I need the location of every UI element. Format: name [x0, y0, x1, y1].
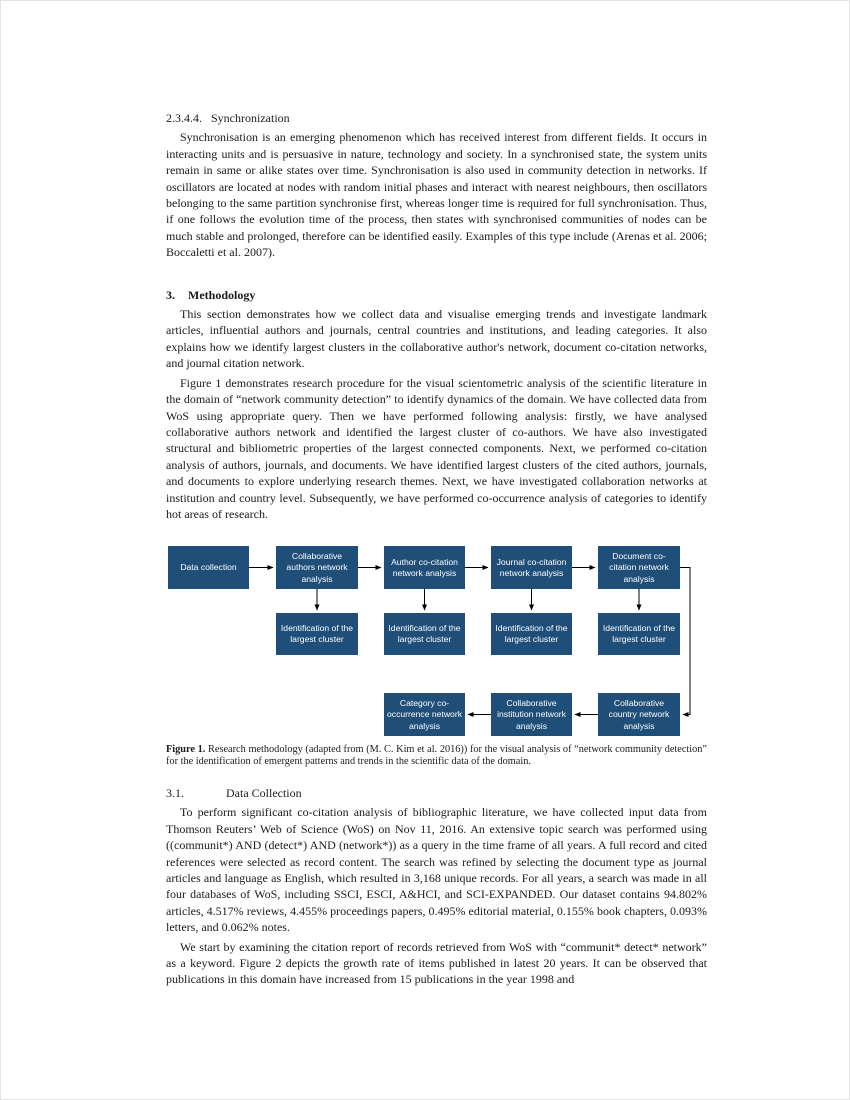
flowchart-box-author-cocitation	[384, 546, 465, 589]
section-title: Methodology	[188, 287, 256, 302]
flowchart-box-identification-2	[384, 613, 465, 655]
section-heading-data-collection	[166, 785, 707, 801]
flowchart-box-label: Identification of the largest cluster	[495, 623, 568, 645]
section-heading-synchronization	[166, 110, 707, 126]
flowchart-box-document-cocitation	[598, 546, 680, 589]
figure-caption-label: Figure 1.	[166, 744, 206, 756]
section-number: 2.3.4.4.	[166, 111, 202, 125]
figure-caption-text: Research methodology (adapted from (M. C. Kim et al. 2016)) for the visual analysis of “network community detection” for the identification of emergent patterns and trends in the scientific data of the domain.	[166, 744, 708, 768]
flowchart-box-label: Identification of the largest cluster	[602, 623, 676, 645]
flowchart-box-label: Collaborative authors network analysis	[286, 550, 348, 584]
flowchart-box-label: Category co-occurrence network analysis	[387, 697, 462, 731]
flowchart-box-data-collection	[168, 546, 249, 589]
paragraph-methodology-2: Figure 1 demonstrates research procedure for the visual scientometric analysis of the scientific literature in the domain of “network community detection” to identify dynamics of the domain. We have collected data from WoS using appropriate query. Then we have performed following analysis: firstly, we have analysed collaborative authors network and identified the largest cluster of co-authors. We have also investigated structural and bibliometric properties of the largest connected components. Next, we performed co-citation analysis of authors, journals, and documents. We have identified largest clusters of the cited authors, journals, and documents to explore underlying research themes. Next, we have investigated collaboration networks at institution and country level. Subsequently, we have performed co-occurrence analysis of categories to identify hot areas of research.	[166, 375, 707, 521]
section-number: 3.1.	[166, 785, 184, 800]
section-heading-methodology	[166, 287, 707, 303]
flowchart-box-label: Collaborative institution network analysis	[497, 697, 566, 731]
flowchart-box-label: Identification of the largest cluster	[280, 623, 354, 645]
flowchart-box-label: Collaborative country network analysis	[608, 697, 670, 731]
paragraph-synchronization: Synchronisation is an emerging phenomenon which has received interest from different fields. It occurs in interacting units and is persuasive in nature, technology and society. In a synchronised state, the system units remain in same or alike states over time. Synchronisation is also used in community detection in networks. If oscillators are located at nodes with random initial phases and interact with nearest neighbours, then oscillators belonging to the same partition synchronise first, whereas longer time is required for full synchronisation. Thus, if one follows the evolution time of the process, then states with synchronised communities of nodes can be much stable and prolonged, therefore can be identified easily. Examples of this type include (Arenas et al. 2006; Boccaletti et al. 2007).	[166, 130, 707, 260]
page-content	[166, 110, 707, 988]
flowchart-box-collaborative-authors	[276, 546, 358, 589]
flowchart-box-identification-3	[491, 613, 572, 655]
flowchart-box-category-cooccurrence	[384, 693, 465, 736]
flowchart-box-label: Journal co-citation network analysis	[496, 556, 567, 578]
figure1-flowchart	[166, 546, 707, 737]
flowchart-box-journal-cocitation	[491, 546, 572, 589]
section-title: Synchronization	[211, 111, 290, 125]
flowchart-box-identification-1	[276, 613, 358, 655]
flowchart-box-collaborative-institution	[491, 693, 572, 736]
flowchart-box-label: Identification of the largest cluster	[388, 623, 461, 645]
flowchart-box-identification-4	[598, 613, 680, 655]
section-title: Data Collection	[226, 785, 302, 800]
figure1-caption	[166, 744, 707, 768]
flowchart-box-label: Data collection	[180, 562, 237, 573]
paragraph-data-collection-1: To perform significant co-citation analysis of bibliographic literature, we have collected input data from Thomson Reuters’ Web of Science (WoS) on Nov 11, 2016. An extensive topic search was performed using ((communit*) AND (detect*) AND (network*)) as a query in the time frame of all years. A full record and cited references were selected as record content. The search was refined by selecting the document type as journal articles and language as English, which resulted in 3,168 unique records. For all years, a search was made in all four databases of WoS, including SSCI, ESCI, A&HCI, and SCI-EXPANDED. Our dataset contains 94.802% articles, 4.517% reviews, 4.455% proceedings papers, 0.495% editorial material, 0.155% book chapters, 0.093% letters, and 0.062% notes.	[166, 805, 707, 935]
paragraph-data-collection-2: We start by examining the citation report of records retrieved from WoS with “communit* detect* network” as a keyword. Figure 2 depicts the growth rate of items published in latest 20 years. It can be observed that publications in this domain have increased from 15 publications in the year 1998 and	[166, 939, 707, 987]
flowchart-box-label: Document co-citation network analysis	[609, 550, 669, 584]
flowchart-box-label: Author co-citation network analysis	[391, 556, 458, 578]
paragraph-methodology-1: This section demonstrates how we collect data and visualise emerging trends and investigate landmark articles, influential authors and journals, central countries and institutions, and leading categories. It also explains how we identify largest clusters in the collaborative author's network, document co-citation networks, and journal citation network.	[166, 307, 707, 371]
section-number: 3.	[166, 287, 175, 302]
flowchart-box-collaborative-country	[598, 693, 680, 736]
